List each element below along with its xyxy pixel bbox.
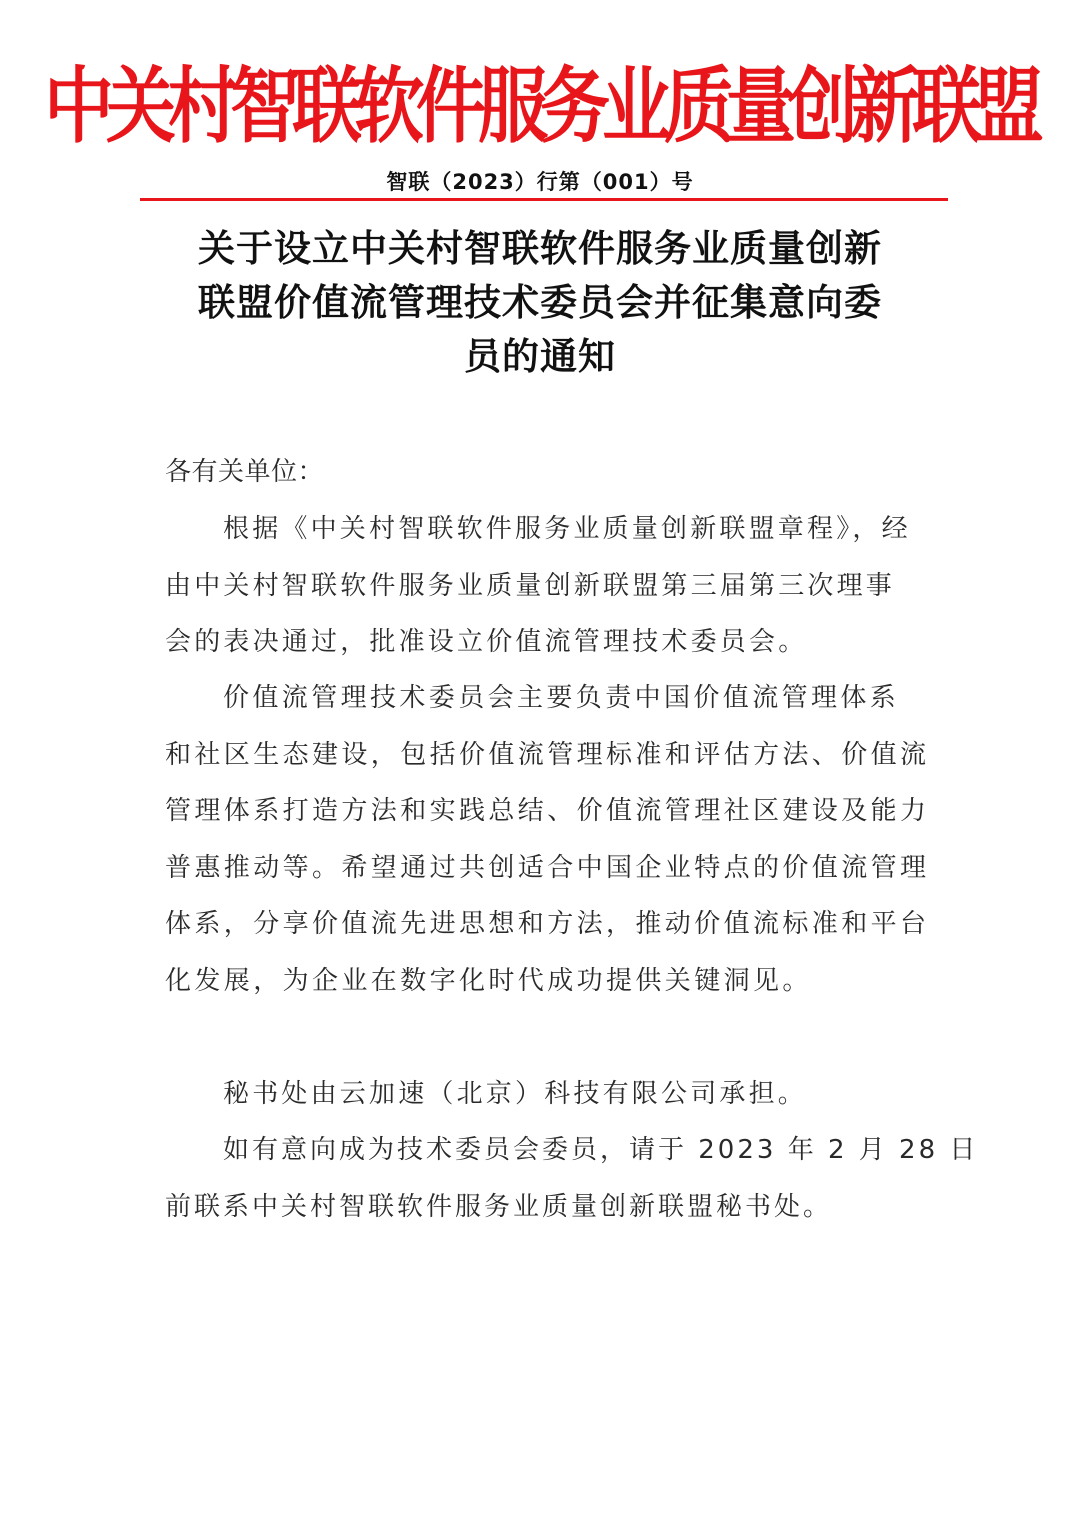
notice-title bbox=[165, 222, 915, 384]
paragraph-line: 价值流管理技术委员会主要负责中国价值流管理体系 bbox=[223, 683, 900, 713]
paragraph-line: 会的表决通过，批准设立价值流管理技术委员会。 bbox=[165, 627, 808, 657]
paragraph-line: 根据《中关村智联软件服务业质量创新联盟章程》，经 bbox=[223, 514, 911, 544]
title-line: 员的通知 bbox=[464, 335, 616, 378]
paragraph-responsibilities bbox=[165, 670, 930, 1009]
letterhead bbox=[44, 57, 1036, 155]
paragraph-line: 如有意向成为技术委员会委员，请于 2023 年 2 月 28 日 bbox=[223, 1135, 979, 1165]
paragraph-line: 化发展，为企业在数字化时代成功提供关键洞见。 bbox=[165, 965, 812, 996]
paragraph-establishment bbox=[165, 501, 917, 671]
paragraph-secretariat bbox=[165, 1066, 917, 1123]
paragraph-line: 和社区生态建设，包括价值流管理标准和评估方法、价值流 bbox=[165, 739, 930, 770]
paragraph-line: 管理体系打造方法和实践总结、价值流管理社区建设及能力 bbox=[165, 796, 930, 826]
title-line: 联盟价值流管理技术委员会并征集意向委 bbox=[198, 281, 882, 324]
letterhead-divider bbox=[140, 198, 948, 201]
paragraph-line: 体系，分享价值流先进思想和方法，推动价值流标准和平台 bbox=[165, 909, 930, 939]
salutation-text: 各有关单位： bbox=[165, 457, 325, 487]
title-line: 关于设立中关村智联软件服务业质量创新 bbox=[198, 227, 882, 270]
document-number: 智联（2023）行第（001）号 bbox=[386, 170, 694, 194]
organization-name: 中关村智联软件服务业质量创新联盟 bbox=[44, 57, 1036, 155]
paragraph-line: 前联系中关村智联软件服务业质量创新联盟秘书处。 bbox=[165, 1191, 833, 1222]
paragraph-line: 普惠推动等。希望通过共创适合中国企业特点的价值流管理 bbox=[165, 852, 930, 883]
salutation bbox=[165, 444, 917, 501]
paragraph-deadline bbox=[165, 1122, 979, 1235]
paragraph-line: 秘书处由云加速（北京）科技有限公司承担。 bbox=[223, 1079, 808, 1109]
paragraph-line: 由中关村智联软件服务业质量创新联盟第三届第三次理事 bbox=[165, 570, 896, 601]
